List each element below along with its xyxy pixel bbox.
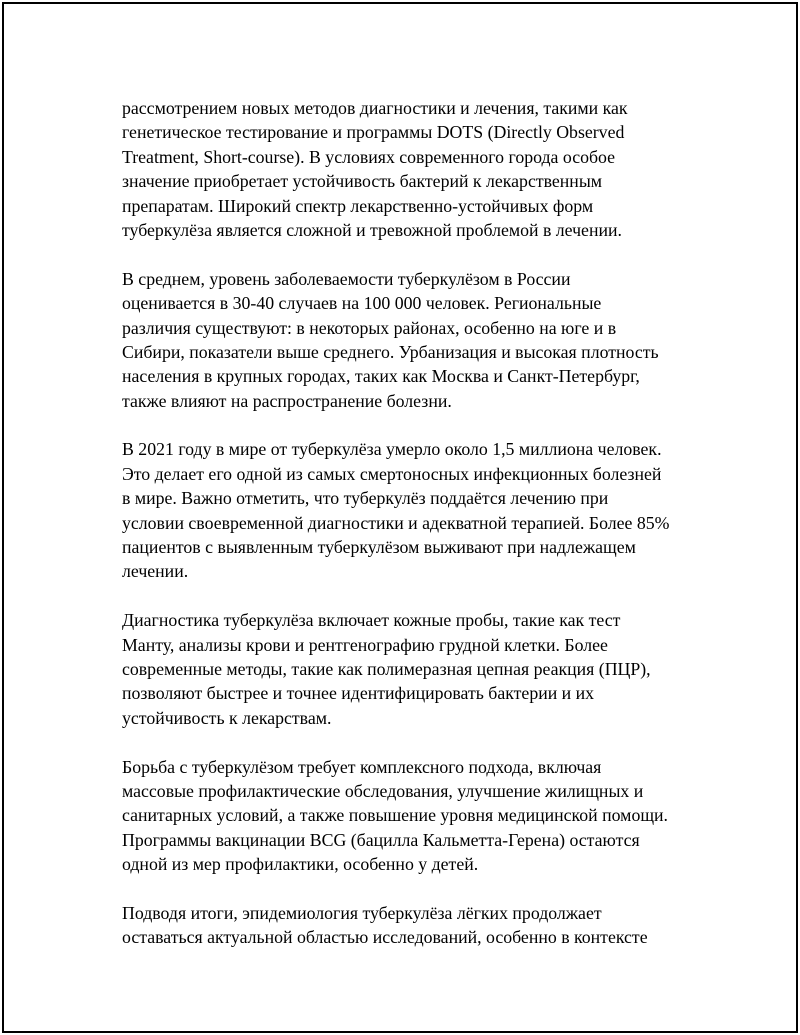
- text-line: также влияют на распространение болезни.: [122, 390, 452, 411]
- text-line: Борьба с туберкулёзом требует комплексного подхода, включая: [122, 756, 602, 777]
- text-line: Подводя итоги, эпидемиология туберкулёза лёгких продолжает: [122, 902, 602, 923]
- text-line: населения в крупных городах, таких как Москва и Санкт-Петербург,: [122, 366, 640, 387]
- text-line: устойчивость к лекарствам.: [122, 707, 332, 728]
- text-line: оставаться актуальной областью исследований, особенно в контексте: [122, 927, 648, 948]
- text-line: различия существуют: в некоторых районах, особенно на юге и в: [122, 317, 617, 338]
- text-line: туберкулёза является сложной и тревожной проблемой в лечении.: [122, 219, 622, 240]
- text-line: оценивается в 30-40 случаев на 100 000 человек. Региональные: [122, 293, 602, 314]
- text-line: Это делает его одной из самых смертоносных инфекционных болезней: [122, 463, 662, 484]
- text-line: препаратам. Широкий спектр лекарственно-устойчивых форм: [122, 195, 594, 216]
- paragraph-1: [122, 96, 707, 242]
- text-line: пациентов с выявленным туберкулёзом выживают при надлежащем: [122, 537, 636, 558]
- text-line: позволяют быстрее и точнее идентифицировать бактерии и их: [122, 683, 595, 704]
- document-body: [122, 96, 707, 974]
- text-line: в мире. Важно отметить, что туберкулёз поддаётся лечению при: [122, 488, 609, 509]
- paragraph-4: [122, 608, 707, 730]
- text-line: Сибири, показатели выше среднего. Урбанизация и высокая плотность: [122, 341, 659, 362]
- text-line: рассмотрением новых методов диагностики и лечения, такими как: [122, 98, 628, 118]
- text-line: В среднем, уровень заболеваемости туберкулёзом в России: [122, 268, 571, 289]
- text-line: Treatment, Short-course). В условиях современного города особое: [122, 146, 616, 167]
- text-line: Манту, анализы крови и рентгенографию грудной клетки. Более: [122, 634, 608, 655]
- page-frame: [2, 2, 798, 1033]
- paragraph-2: [122, 267, 707, 413]
- text-line: современные методы, такие как полимеразная цепная реакция (ПЦР),: [122, 658, 651, 679]
- paragraph-5: [122, 755, 707, 877]
- text-line: условии своевременной диагностики и адекватной терапией. Более 85%: [122, 512, 670, 533]
- text-line: Программы вакцинации BCG (бацилла Кальметта-Герена) остаются: [122, 829, 640, 850]
- text-line: одной из мер профилактики, особенно у детей.: [122, 854, 479, 875]
- text-line: генетическое тестирование и программы DOTS (Directly Observed: [122, 122, 625, 143]
- text-line: лечении.: [122, 561, 189, 582]
- paragraph-3: [122, 437, 707, 583]
- text-line: В 2021 году в мире от туберкулёза умерло около 1,5 миллиона человек.: [122, 439, 662, 460]
- text-line: санитарных условий, а также повышение уровня медицинской помощи.: [122, 805, 668, 826]
- paragraph-6: [122, 901, 707, 950]
- text-line: значение приобретает устойчивость бактерий к лекарственным: [122, 171, 603, 192]
- text-line: Диагностика туберкулёза включает кожные пробы, такие как тест: [122, 610, 621, 631]
- text-line: массовые профилактические обследования, улучшение жилищных и: [122, 780, 644, 801]
